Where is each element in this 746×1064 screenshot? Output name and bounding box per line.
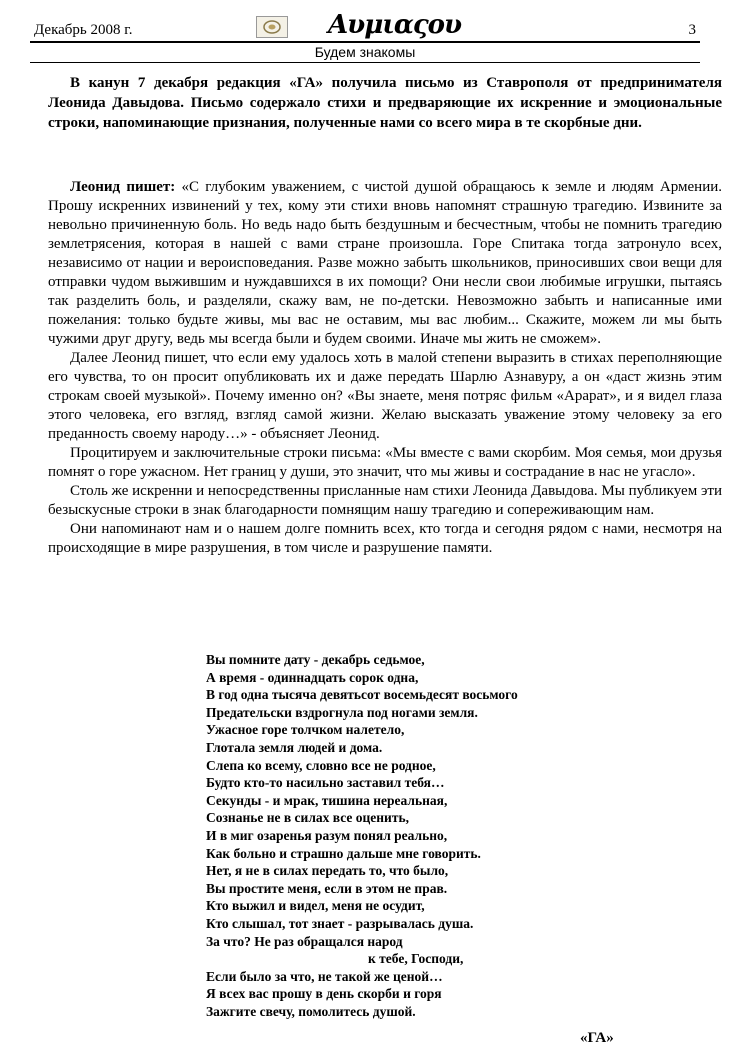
body-paragraph: Столь же искренни и непосредственны присланные нам стихи Леонида Давыдова. Мы публикуем эти безыскусные строки в знак благодарности помнящим нашу трагедию и сопереживающим нам. <box>48 483 722 518</box>
poem-line: Если было за что, не такой же ценой… <box>206 968 443 984</box>
poem-line: За что? Не раз обращался народ <box>206 933 403 949</box>
section-rule <box>30 62 700 63</box>
poem-line: Слепа ко всему, словно все не родное, <box>206 757 436 773</box>
poem-line: И в миг озаренья разум понял реально, <box>206 827 448 843</box>
poem-line: Сознанье не в силах все оценить, <box>206 810 409 826</box>
lead-label: Леонид пишет: <box>70 179 176 195</box>
page-header <box>30 10 700 60</box>
poem-line: Глотала земля людей и дома. <box>206 739 383 755</box>
poem-line: Секунды - и мрак, тишина нереальная, <box>206 792 448 808</box>
signature: «ГА» <box>580 1030 614 1046</box>
page-number: 3 <box>688 22 696 38</box>
lead-paragraph <box>48 178 722 349</box>
poem-line: Я всех вас прошу в день скорби и горя <box>206 986 442 1002</box>
article-body <box>48 178 722 558</box>
newspaper-title: Αυμιαςου <box>328 10 462 40</box>
body-paragraph: Процитируем и заключительные строки письма: «Мы вместе с вами скорбим. Моя семья, мои друзья помнят о горе ужасном. Нет границ у души, это значит, что мы живы и сострадание в нас не угасло». <box>48 445 722 480</box>
header-rule <box>30 41 700 43</box>
poem-line: Будто кто-то насильно заставил тебя… <box>206 775 445 791</box>
intro-paragraph: В канун 7 декабря редакция «ГА» получила письмо из Ставрополя от предпринимателя Леонида Давыдова. Письмо содержало стихи и предваряющие их искренние и эмоциональные строки, напоминающие признания, полученные нами со всего мира в те скорбные дни. <box>48 75 722 131</box>
poem-line: Кто выжил и видел, меня не осудит, <box>206 898 425 914</box>
poem-line: Предательски вздрогнула под ногами земля. <box>206 704 478 720</box>
poem-line: Как больно и страшно дальше мне говорить. <box>206 845 481 861</box>
poem-line: Вы помните дату - декабрь седьмое, <box>206 652 425 667</box>
poem-line: В год одна тысяча девятьсот восемьдесят восьмого <box>206 687 518 703</box>
poem-line: Нет, я не в силах передать то, что было, <box>206 863 449 879</box>
poem-line: Зажгите свечу, помолитесь душой. <box>206 1003 416 1019</box>
poem-line: А время - одиннадцать сорок одна, <box>206 669 419 685</box>
body-paragraph: Они напоминают нам и о нашем долге помнить всех, кто тогда и сегодня рядом с нами, несмотря на происходящие в мире разрушения, в том числе и разрушение памяти. <box>48 521 722 556</box>
issue-date: Декабрь 2008 г. <box>34 22 133 38</box>
body-paragraph: Далее Леонид пишет, что если ему удалось хоть в малой степени выразить в стихах переполняющие его чувства, то он просит опубликовать их и даже передать Шарлю Азнавуру, а он «даст жизнь этим строкам своей музыкой». Почему именно он? «Вы знаете, меня потряс фильм «Арарат», и я видел глаза этого человека, его взгляд, взгляд самой жизни. Желаю высказать уважение этому человеку за его преданность своему народу…» - объясняет Леонид. <box>48 350 722 442</box>
poem-line: к тебе, Господи, <box>368 951 464 967</box>
poem-line: Кто слышал, тот знает - разрывалась душа. <box>206 915 474 931</box>
poem-line: Ужасное горе толчком налетело, <box>206 722 405 738</box>
poem <box>206 651 606 1020</box>
lead-text: «С глубоким уважением, с чистой душой обращаюсь к земле и людям Армении. Прошу искренних извинений у тех, кому эти стихи вновь напомнят страшную трагедию. Извините за невольно причиненную боль. Но ведь надо быть бездушным и бесчестным, чтобы не помнить трагедию землетрясения, которая в нашей с вами стране произошла. Горе Спитака тогда затронуло всех, независимо от нации и вероисповедания. Разве можно забыть школьников, приносивших свои вещи для отправки чудом выжившим и нуждавшихся в их помощи? Они несли свои любимые игрушки, пытаясь так разделить боль, и разделяли, скажу вам, не по-детски. Невозможно забыть и написанные ими пожелания: только будьте живы, мы вас не оставим, мы вас любим... Скажите, можем ли мы быть чужими друг другу, ведь мы всегда были и будем своими. Иначе мы жить не сможем». <box>48 179 723 347</box>
section-title: Будем знакомы <box>314 44 416 60</box>
emblem-logo-icon <box>256 16 288 38</box>
poem-line: Вы простите меня, если в этом не прав. <box>206 880 448 896</box>
